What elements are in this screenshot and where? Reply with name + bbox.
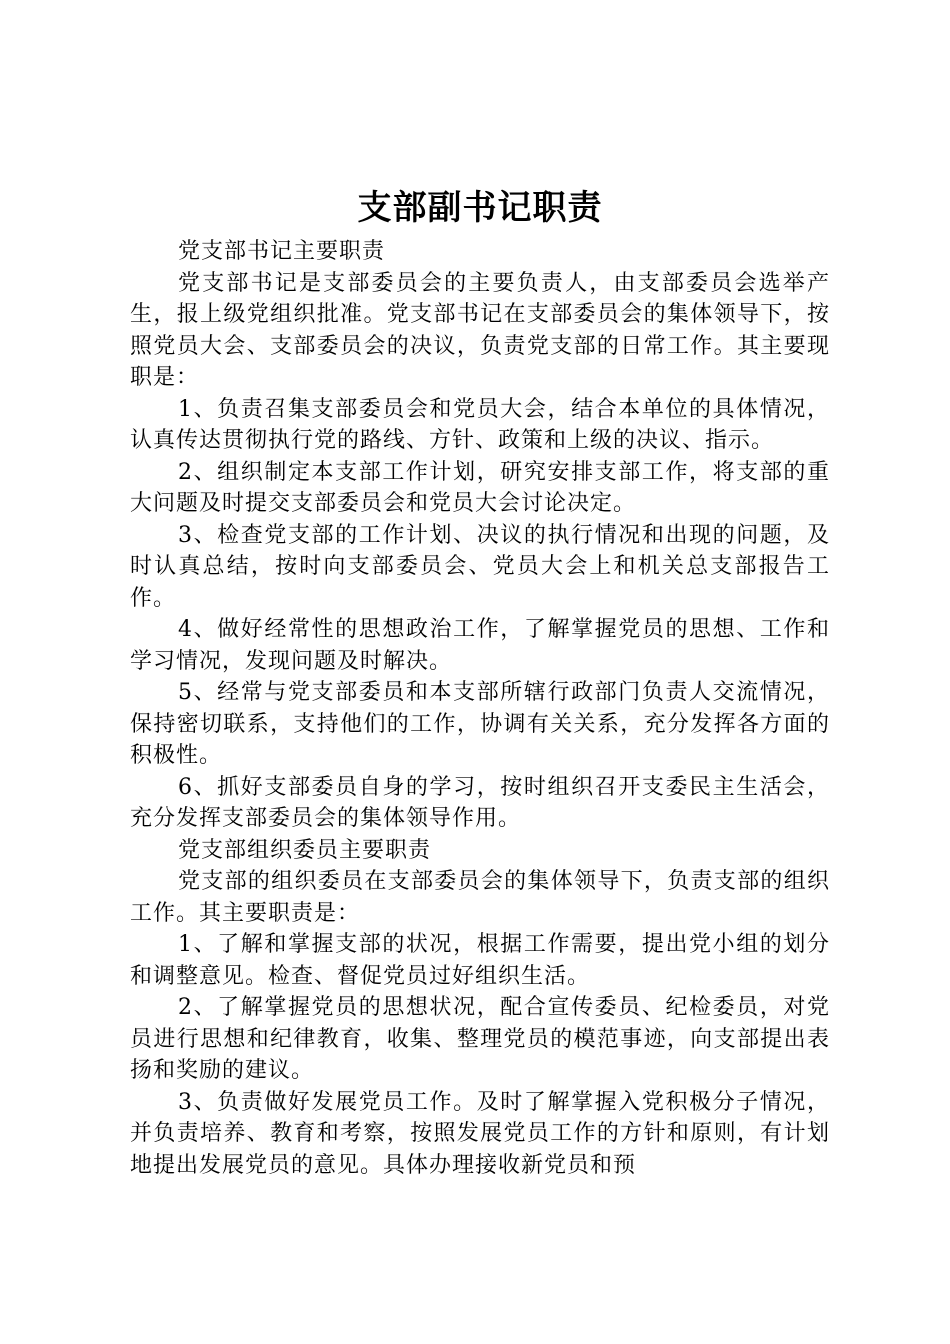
list-item: 2、了解掌握党员的思想状况，配合宣传委员、纪检委员，对党员进行思想和纪律教育，收集、整理党员的模范事迹，向支部提出表扬和奖励的建议。: [130, 995, 830, 1083]
document-body: [130, 180, 830, 1181]
paragraph: 党支部书记是支部委员会的主要负责人，由支部委员会选举产生，报上级党组织批准。党支部书记在支部委员会的集体领导下，按照党员大会、支部委员会的决议，负责党支部的日常工作。其主要现职是：: [130, 270, 830, 390]
list-item: 2、组织制定本支部工作计划，研究安排支部工作，将支部的重大问题及时提交支部委员会和党员大会讨论决定。: [130, 459, 830, 516]
list-item: 3、检查党支部的工作计划、决议的执行情况和出现的问题，及时认真总结，按时向支部委员会、党员大会上和机关总支部报告工作。: [130, 522, 830, 611]
section-heading-organization: 党支部组织委员主要职责: [178, 837, 432, 863]
list-item: 1、了解和掌握支部的状况，根据工作需要，提出党小组的划分和调整意见。检查、督促党员过好组织生活。: [130, 932, 830, 989]
list-item: 6、抓好支部委员自身的学习，按时组织召开支委民主生活会，充分发挥支部委员会的集体领导作用。: [130, 774, 830, 831]
list-item: 1、负责召集支部委员会和党员大会，结合本单位的具体情况，认真传达贯彻执行党的路线、方针、政策和上级的决议、指示。: [130, 396, 830, 453]
document-title: 支部副书记职责: [357, 188, 603, 228]
list-item: 3、负责做好发展党员工作。及时了解掌握入党积极分子情况，并负责培养、教育和考察，按照发展党员工作的方针和原则，有计划地提出发展党员的意见。具体办理接收新党员和预: [130, 1089, 830, 1178]
list-item: 5、经常与党支部委员和本支部所辖行政部门负责人交流情况，保持密切联系，支持他们的工作，协调有关关系，充分发挥各方面的积极性。: [130, 680, 830, 768]
section-heading-secretary: 党支部书记主要职责: [178, 239, 386, 264]
list-item: 4、做好经常性的思想政治工作，了解掌握党员的思想、工作和学习情况，发现问题及时解决。: [130, 617, 830, 674]
paragraph: 党支部的组织委员在支部委员会的集体领导下，负责支部的组织工作。其主要职责是：: [130, 869, 830, 926]
